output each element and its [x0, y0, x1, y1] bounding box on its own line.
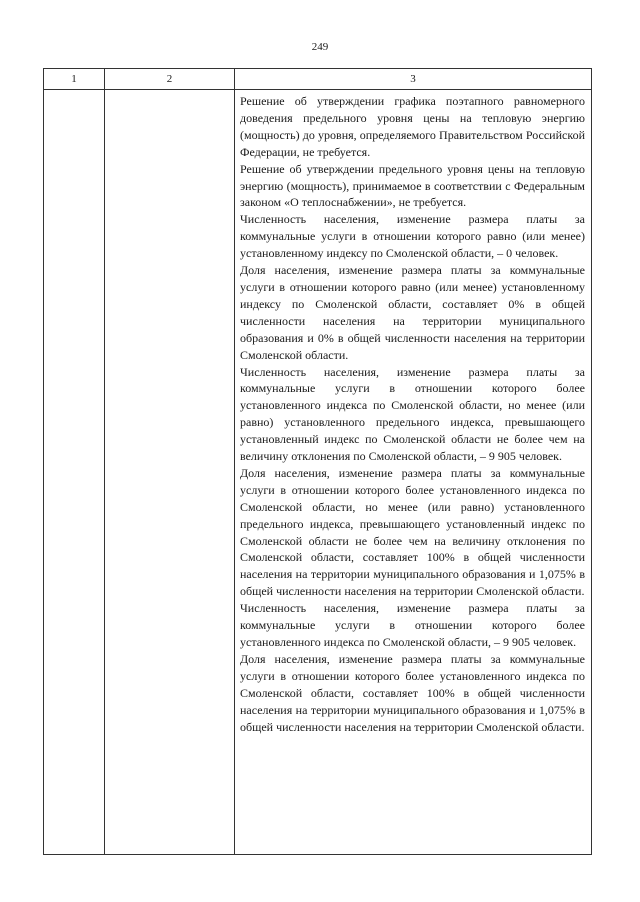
document-table	[43, 68, 592, 855]
paragraph: Доля населения, изменение размера платы за коммунальные услуги в отношении которого более установленного индекса по Смоленской области, составляет 100% в общей численности населения на территории муниципального образования и 1,075% в общей численности населения на территории Смоленской области.	[240, 651, 585, 734]
table-row	[44, 90, 592, 855]
paragraph: Численность населения, изменение размера платы за коммунальные услуги в отношении которого равно (или менее) установленному индексу по Смоленской области, – 0 человек.	[240, 212, 585, 261]
paragraph: Численность населения, изменение размера платы за коммунальные услуги в отношении которого более установленного индекса по Смоленской области, – 9 905 человек.	[240, 601, 585, 649]
paragraph: Решение об утверждении графика поэтапного равномерного доведения предельного уровня цены на тепловую энергию (мощность) до уровня, определяемого Правительством Российской Федерации, не требуется.	[240, 94, 585, 159]
column-header-3: 3	[235, 69, 592, 90]
column-header-2: 2	[105, 69, 235, 90]
table-header-row	[44, 69, 592, 90]
paragraph: Доля населения, изменение размера платы за коммунальные услуги в отношении которого более установленного индекса по Смоленской области, но менее (или равно) установленного предельного индекса, превышающего установленный индекс по Смоленской области не более чем на величину отклонения по Смоленской области, составляет 100% в общей численности населения на территории муниципального образования и 1,075% в общей численности населения на территории Смоленской области.	[240, 465, 585, 599]
column-1-cell	[44, 90, 105, 855]
column-header-1: 1	[44, 69, 105, 90]
page-number: 249	[311, 41, 329, 53]
column-2-cell	[105, 90, 235, 855]
paragraph: Численность населения, изменение размера платы за коммунальные услуги в отношении которого более установленного индекса по Смоленской области, но менее (или равно) установленного предельного индекса, превышающего установленный индекс по Смоленской области не более чем на величину отклонения по Смоленской области, – 9 905 человек.	[240, 364, 585, 464]
column-3-cell	[235, 90, 592, 855]
paragraph: Доля населения, изменение размера платы за коммунальные услуги в отношении которого равно (или менее) установленному индексу по Смоленской области, составляет 0% в общей численности населения на территории муниципального образования и 0% в общей численности населения на территории Смоленской области.	[240, 263, 585, 362]
paragraph: Решение об утверждении предельного уровня цены на тепловую энергию (мощность), принимаемое в соответствии с Федеральным законом «О теплоснабжении», не требуется.	[240, 161, 585, 210]
